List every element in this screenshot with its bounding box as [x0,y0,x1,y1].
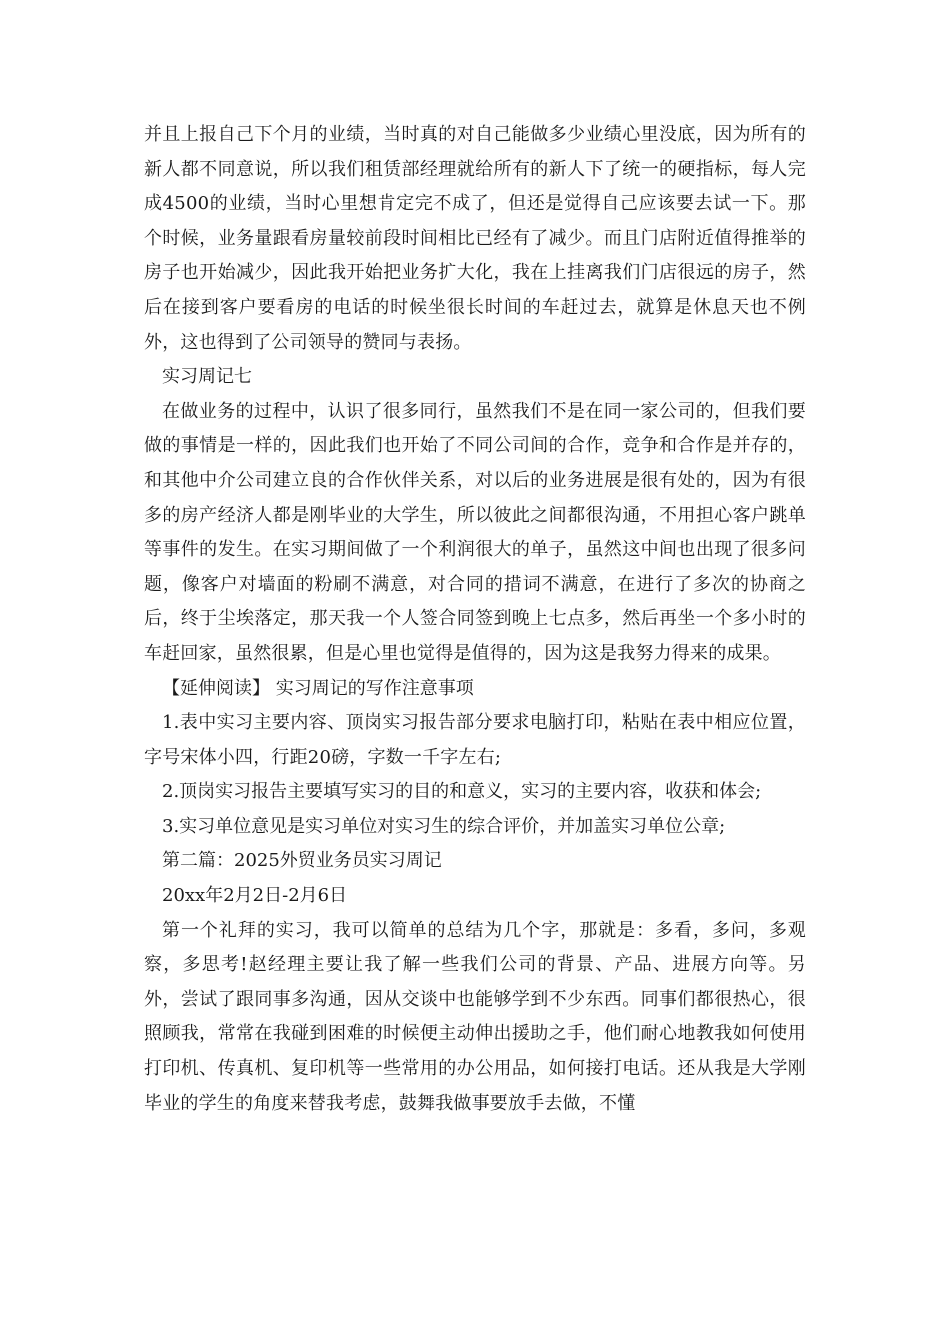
date-range: 20xx年2月2日-2月6日 [162,885,348,907]
heading-extended-reading: 【延伸阅读】 实习周记的写作注意事项 [162,677,474,699]
paragraph-performance: 并且上报自己下个月的业绩，当时真的对自己能做多少业绩心里没底，因为所有的新人都不同意说，所以我们租赁部经理就给所有的新人下了统一的硬指标，每人完成4500的业绩，当时心里想肯定完不成了，但还是觉得自己应该要去试一下。那个时候，业务量跟看房量较前段时间相比已经有了减少。而且门店附近值得推举的房子也开始减少，因此我开始把业务扩大化，我在上挂离我们门店很远的房子，然后在接到客户要看房的电话的时候坐很长时间的车赶过去，就算是休息天也不例外，这也得到了公司领导的赞同与表扬。 [144,124,806,353]
paragraph-first-week: 第一个礼拜的实习，我可以简单的总结为几个字，那就是：多看，多问，多观察，多思考!赵经理主要让我了解一些我们公司的背景、产品、进展方向等。另外，尝试了跟同事多沟通，因从交谈中也能够学到不少东西。同事们都很热心，很照顾我，常常在我碰到困难的时候便主动伸出援助之手，他们耐心地教我如何使用打印机、传真机、复印机等一些常用的办公用品，如何接打电话。还从我是大学刚毕业的学生的角度来替我考虑，鼓舞我做事要放手去做，不懂 [144,919,806,1114]
list-item-2: 2.顶岗实习报告主要填写实习的目的和意义，实习的主要内容，收获和体会; [162,781,762,803]
heading-part-two: 第二篇：2025外贸业务员实习周记 [162,850,442,872]
list-item-1: 1.表中实习主要内容、顶岗实习报告部分要求电脑打印，粘贴在表中相应位置，字号宋体小四，行距20磅，字数一千字左右; [144,712,806,768]
paragraph-cooperation: 在做业务的过程中，认识了很多同行，虽然我们不是在同一家公司的，但我们要做的事情是一样的，因此我们也开始了不同公司间的合作，竞争和合作是并存的，和其他中介公司建立良的合作伙伴关系，对以后的业务进展是很有处的，因为有很多的房产经济人都是刚毕业的大学生，所以彼此之间都很沟通，不用担心客户跳单等事件的发生。在实习期间做了一个利润很大的单子，虽然这中间也出现了很多问题，像客户对墙面的粉刷不满意，对合同的措词不满意，在进行了多次的协商之后，终于尘埃落定，那天我一个人签合同签到晚上七点多，然后再坐一个多小时的车赶回家，虽然很累，但是心里也觉得是值得的，因为这是我努力得来的成果。 [144,400,806,664]
list-item-3: 3.实习单位意见是实习单位对实习生的综合评价，并加盖实习单位公章; [162,815,726,837]
heading-weekly-journal-7: 实习周记七 [162,366,252,388]
document-page [144,118,806,1121]
